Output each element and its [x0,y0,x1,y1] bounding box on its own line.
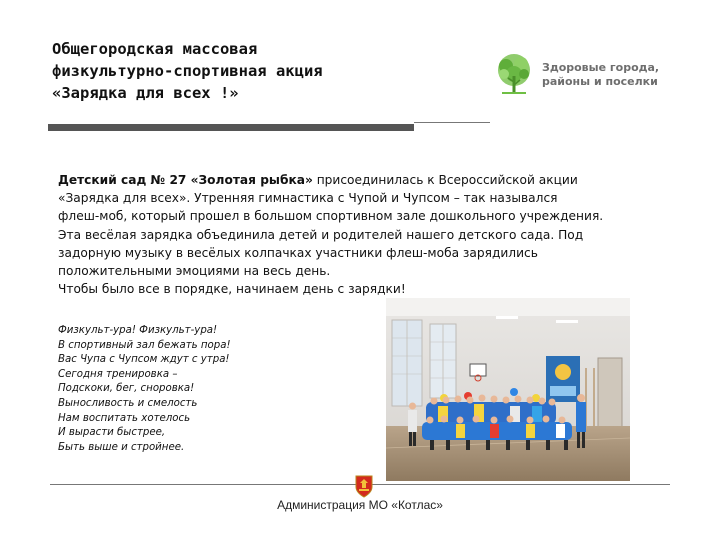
poem-line: Физкульт-ура! Физкульт-ура! [58,325,218,336]
article-line: задорную музыку в весёлых колпачках участники флеш-моба зарядились [58,245,538,260]
footer-text: Администрация МО «Котлас» [277,498,443,512]
article-line [58,171,688,189]
article-lead: Детский сад № 27 «Золотая рыбка» [58,173,313,187]
coat-of-arms-icon [354,474,374,498]
logo-text-line: районы и поселки [542,75,658,88]
poem-line: Вас Чупа с Чупсом ждут с утра! [58,354,230,366]
poem-line: И вырасти быстрее, [58,427,166,439]
poem-line: Подскоки, бег, сноровка! [58,383,195,395]
article-line: Чтобы было все в порядке, начинаем день с зарядки! [58,282,406,297]
healthy-cities-logo [492,52,692,98]
poem-line: Сегодня тренировка – [58,368,178,380]
article-line-rest: присоединилась к Всероссийской акции [312,173,578,187]
header-divider-thin [414,122,490,123]
title-line: Общегородская массовая [52,40,258,58]
article-line: Эта весёлая зарядка объединила детей и родителей нашего детского сада. Под [58,227,584,242]
poem [58,324,288,455]
logo-text-line: Здоровые города, [542,61,660,74]
header-divider [48,124,414,131]
article-line: «Зарядка для всех». Утренняя гимнастика с Чупой и Чупсом – так назывался [58,191,558,206]
tree-icon [492,52,536,96]
poem-line: Выносливость и смелость [58,397,198,409]
title-line: «Зарядка для всех !» [52,84,239,102]
article-text [58,171,688,298]
article-line: положительными эмоциями на весь день. [58,264,331,279]
group-photo [386,298,630,481]
poem-line: В спортивный зал бежать пора! [58,339,231,351]
article-line: флеш-моб, который прошел в большом спортивном зале дошкольного учреждения. [58,209,604,224]
title-line: физкультурно-спортивная акция [52,62,323,80]
poem-line: Нам воспитать хотелось [58,412,191,424]
page-title [52,38,442,104]
poem-line: Быть выше и стройнее. [58,441,185,453]
